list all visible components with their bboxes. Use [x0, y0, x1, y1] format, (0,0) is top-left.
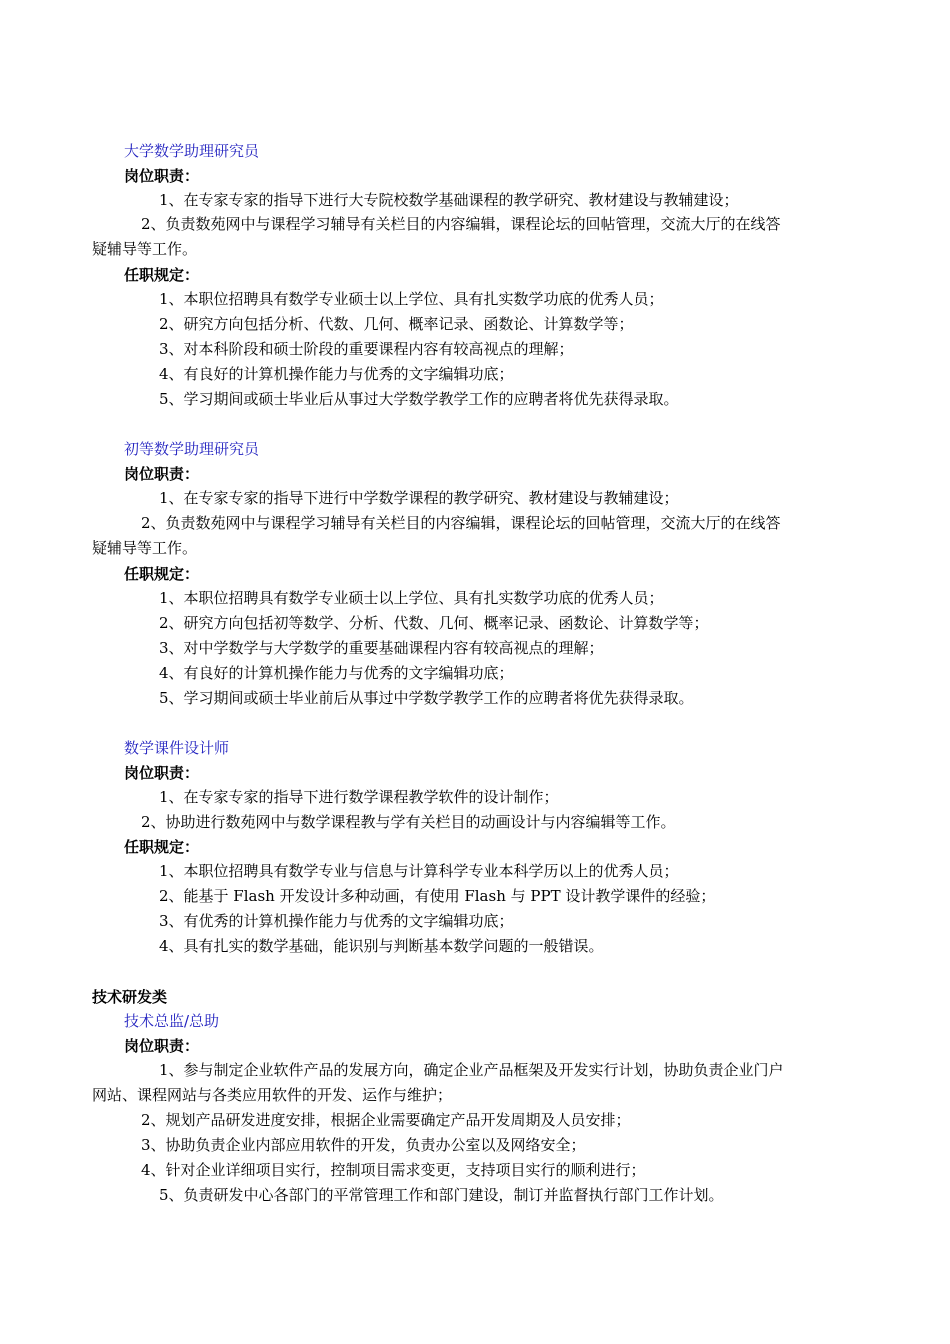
duty-item: 2、规划产品研发进度安排，根据企业需要确定产品开发周期及人员安排； [141, 1111, 631, 1129]
duties-label: 岗位职责： [124, 764, 200, 782]
requirement-item: 2、能基于 Flash 开发设计多种动画，有使用 Flash 与 PPT 设计教学课件的经验； [159, 887, 716, 905]
requirement-item: 4、有良好的计算机操作能力与优秀的文字编辑功底； [159, 365, 514, 383]
duty-item: 2、负责数苑网中与课程学习辅导有关栏目的内容编辑，课程论坛的回帖管理，交流大厅的在线答 [141, 514, 781, 532]
duty-item: 4、针对企业详细项目实行，控制项目需求变更，支持项目实行的顺利进行； [141, 1161, 646, 1179]
duty-item: 1、在专家专家的指导下进行大专院校数学基础课程的教学研究、教材建设与教辅建设； [159, 191, 739, 209]
duty-item: 2、负责数苑网中与课程学习辅导有关栏目的内容编辑，课程论坛的回帖管理，交流大厅的在线答 [141, 215, 781, 233]
requirement-item: 3、有优秀的计算机操作能力与优秀的文字编辑功底； [159, 912, 514, 930]
duty-item: 1、在专家专家的指导下进行中学数学课程的教学研究、教材建设与教辅建设； [159, 489, 679, 507]
duties-label: 岗位职责： [124, 1037, 200, 1055]
requirement-item: 2、研究方向包括初等数学、分析、代数、几何、概率记录、函数论、计算数学等； [159, 614, 709, 632]
section-title: 技术总监/总助 [124, 1012, 220, 1030]
section-title: 数学课件设计师 [124, 739, 230, 757]
duty-item: 网站、课程网站与各类应用软件的开发、运作与维护； [92, 1086, 453, 1104]
duty-item: 疑辅导等工作。 [92, 539, 198, 557]
duty-item: 1、在专家专家的指导下进行数学课程教学软件的设计制作； [159, 788, 559, 806]
requirement-item: 4、具有扎实的数学基础，能识别与判断基本数学问题的一般错误。 [159, 937, 604, 955]
category-heading: 技术研发类 [92, 988, 168, 1006]
duty-item: 1、参与制定企业软件产品的发展方向，确定企业产品框架及开发实行计划，协助负责企业门户 [159, 1061, 784, 1079]
duty-item: 2、协助进行数苑网中与数学课程教与学有关栏目的动画设计与内容编辑等工作。 [141, 813, 676, 831]
section-title: 初等数学助理研究员 [124, 440, 260, 458]
duty-item: 5、负责研发中心各部门的平常管理工作和部门建设，制订并监督执行部门工作计划。 [159, 1186, 724, 1204]
requirement-item: 5、学习期间或硕士毕业后从事过大学数学教学工作的应聘者将优先获得录取。 [159, 390, 679, 408]
duty-item: 3、协助负责企业内部应用软件的开发，负责办公室以及网络安全； [141, 1136, 586, 1154]
requirement-item: 1、本职位招聘具有数学专业硕士以上学位、具有扎实数学功底的优秀人员； [159, 290, 664, 308]
requirement-item: 5、学习期间或硕士毕业前后从事过中学数学教学工作的应聘者将优先获得录取。 [159, 689, 694, 707]
requirement-item: 3、对本科阶段和硕士阶段的重要课程内容有较高视点的理解； [159, 340, 574, 358]
requirement-item: 2、研究方向包括分析、代数、几何、概率记录、函数论、计算数学等； [159, 315, 634, 333]
requirement-item: 4、有良好的计算机操作能力与优秀的文字编辑功底； [159, 664, 514, 682]
requirements-label: 任职规定： [124, 565, 200, 583]
requirement-item: 1、本职位招聘具有数学专业与信息与计算科学专业本科学历以上的优秀人员； [159, 862, 679, 880]
section-title: 大学数学助理研究员 [124, 142, 260, 160]
requirement-item: 3、对中学数学与大学数学的重要基础课程内容有较高视点的理解； [159, 639, 604, 657]
duty-item: 疑辅导等工作。 [92, 240, 198, 258]
requirements-label: 任职规定： [124, 266, 200, 284]
duties-label: 岗位职责： [124, 167, 200, 185]
duties-label: 岗位职责： [124, 465, 200, 483]
requirement-item: 1、本职位招聘具有数学专业硕士以上学位、具有扎实数学功底的优秀人员； [159, 589, 664, 607]
requirements-label: 任职规定： [124, 838, 200, 856]
